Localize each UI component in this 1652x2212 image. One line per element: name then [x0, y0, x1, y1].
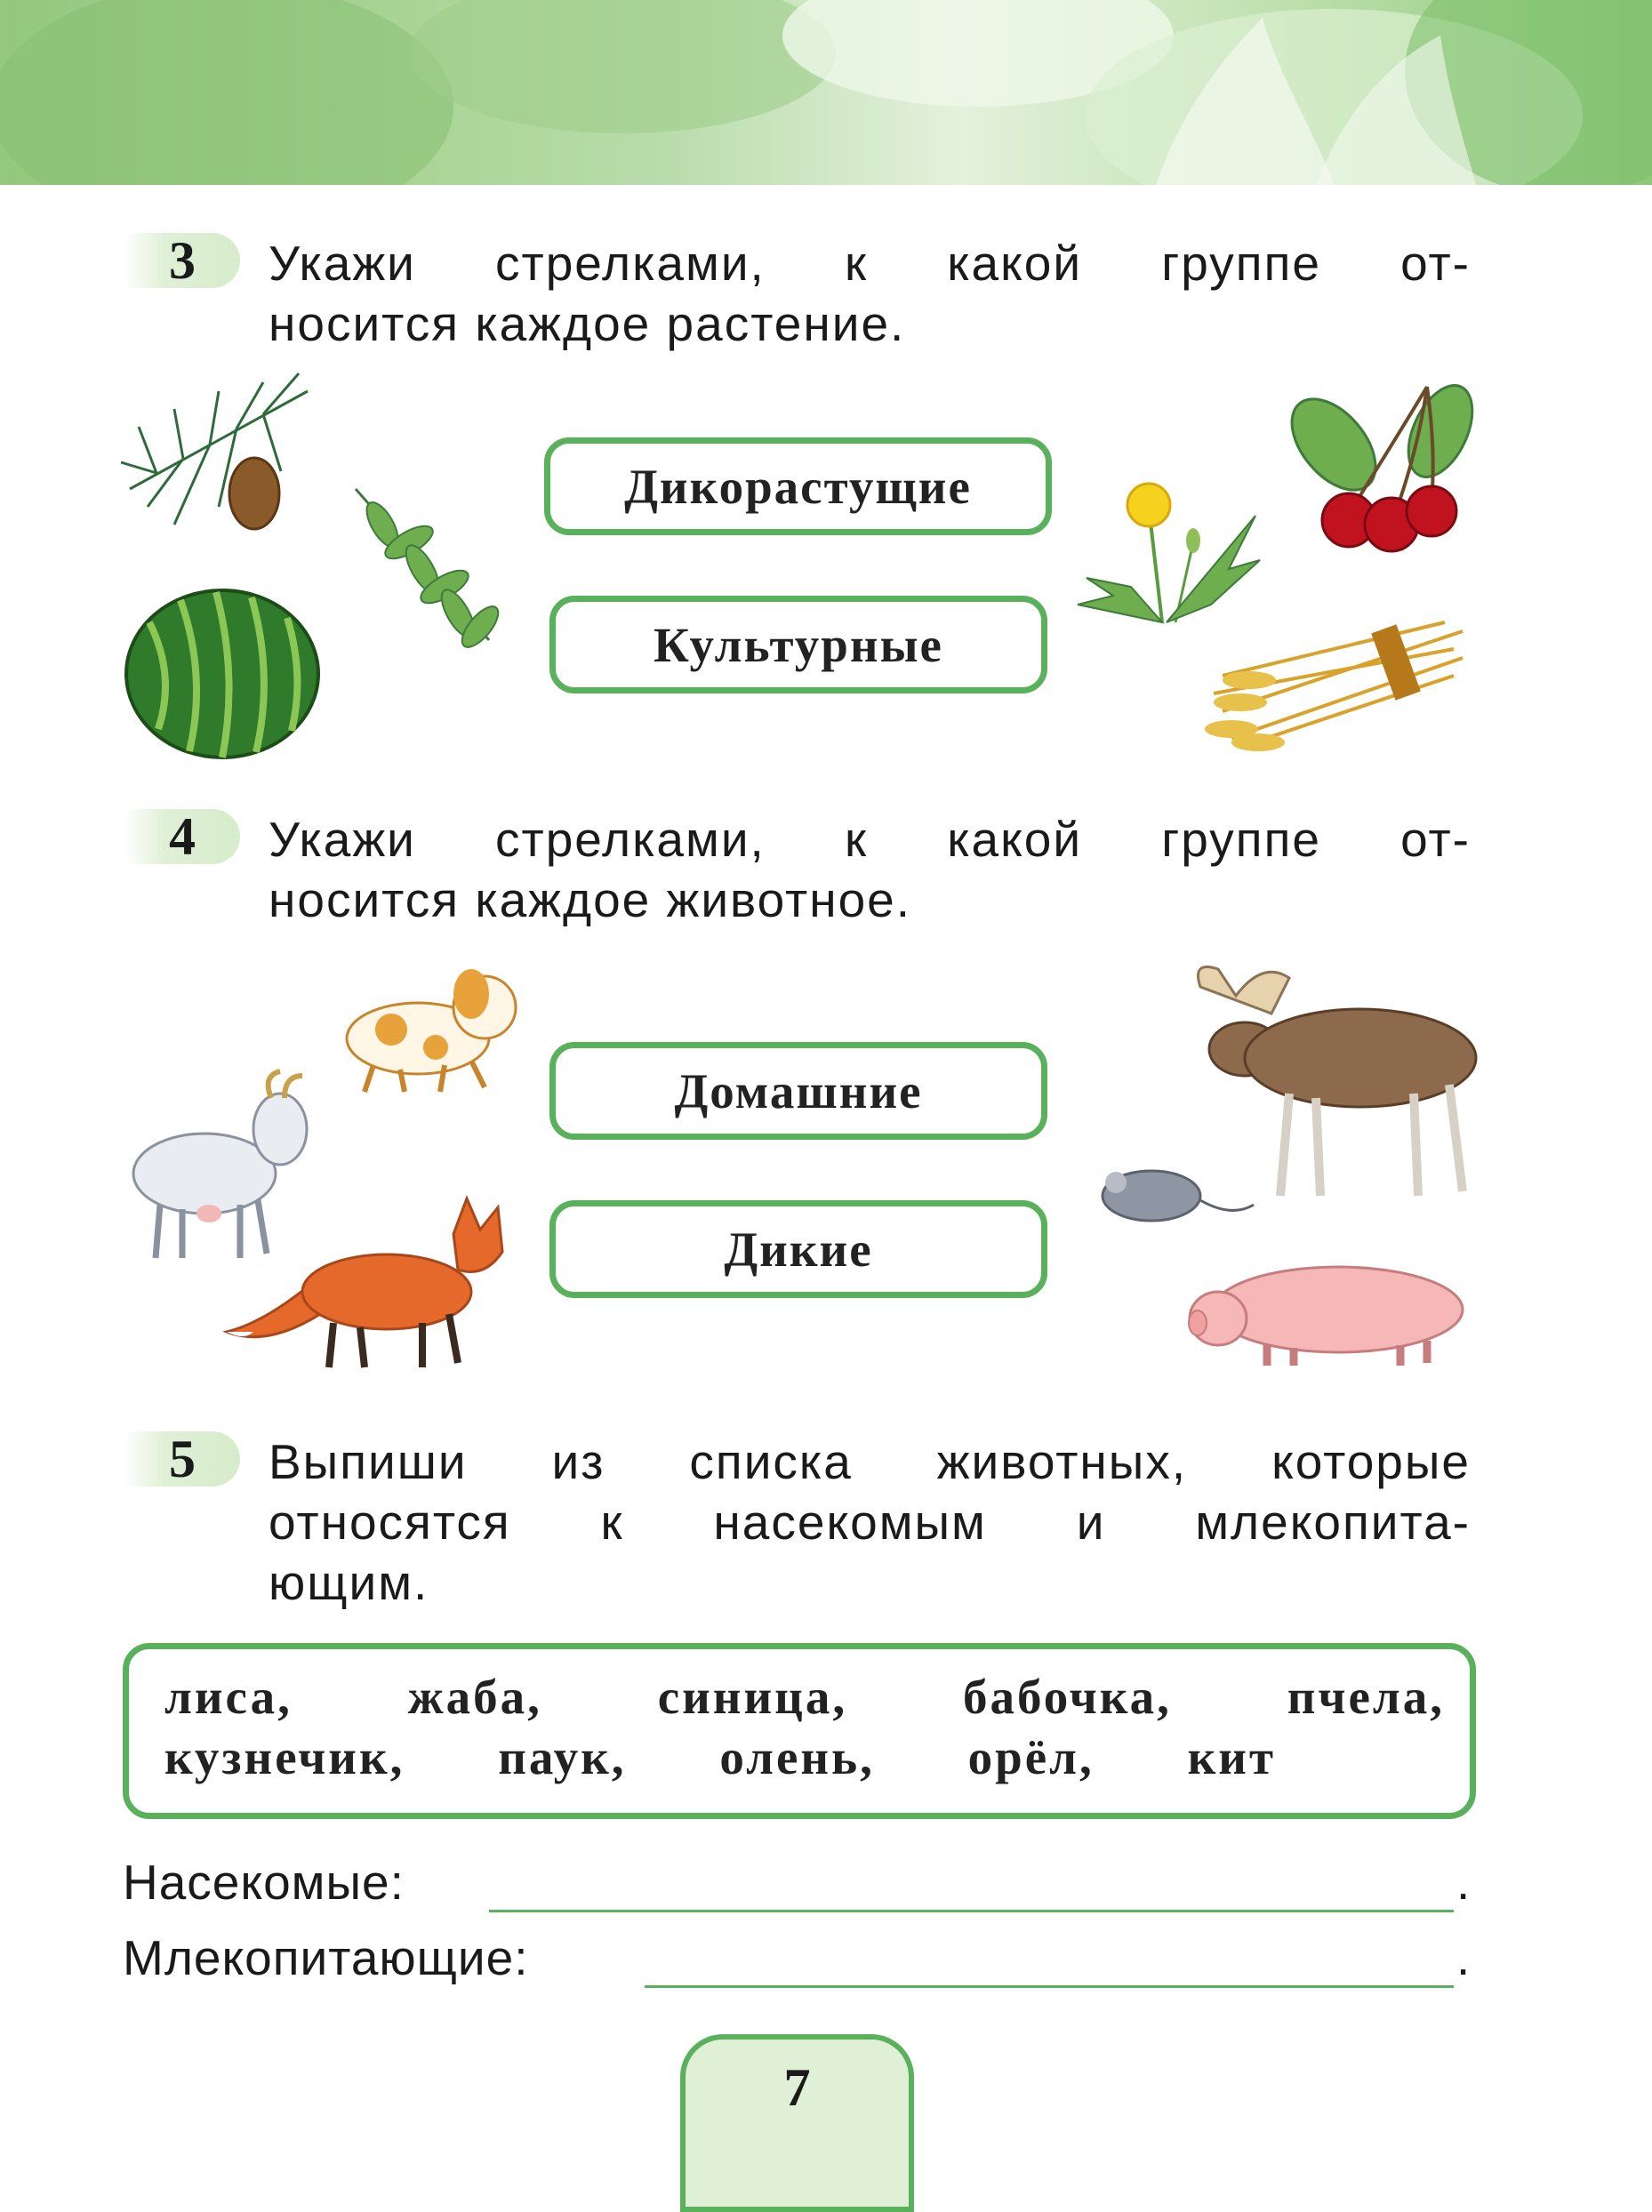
watermelon-icon [123, 587, 323, 760]
fox-icon [218, 1198, 529, 1372]
wheat-sheaf-icon [1205, 605, 1472, 756]
task-4-number: 4 [124, 809, 240, 864]
group-domestic-animals-box: Домашние [549, 1042, 1047, 1140]
task-5-text-line-1: Выпиши из списка животных, которые [269, 1434, 1471, 1489]
word-item: кузнечик, [164, 1730, 405, 1784]
task-3-text-line-2: носится каждое растение. [269, 296, 906, 351]
mammals-answer-line[interactable] [645, 1985, 1454, 1988]
word-item: орёл, [967, 1730, 1095, 1784]
group-wild-animals-box: Дикие [549, 1200, 1047, 1298]
task-4-text-line-1: Укажи стрелками, к какой группе от- [269, 812, 1471, 867]
word-item: жаба, [407, 1670, 542, 1724]
word-list-line-2 [164, 1729, 1276, 1785]
mammals-label: Млекопитающие: [123, 1930, 529, 1985]
task-5-text-line-3: ющим. [269, 1555, 429, 1610]
pig-icon [1187, 1261, 1476, 1367]
task-5-number: 5 [124, 1431, 240, 1487]
puppy-icon [320, 958, 533, 1092]
group-wild-plants-box: Дикорастущие [544, 437, 1052, 535]
task-4-text-line-2: носится каждое животное. [269, 872, 912, 927]
word-item: лиса, [164, 1670, 293, 1724]
word-item: бабочка, [962, 1670, 1172, 1724]
word-item: паук, [498, 1730, 627, 1784]
word-item: пчела, [1287, 1670, 1445, 1724]
insects-answer-line[interactable] [489, 1910, 1454, 1912]
group-cultivated-plants-box: Культурные [549, 596, 1047, 693]
cherries-icon [1294, 378, 1480, 556]
word-list-line-1 [164, 1669, 1445, 1725]
task-5-text-line-2: относятся к насекомым и млекопита- [269, 1495, 1471, 1550]
ash-leaf-icon [338, 480, 498, 649]
word-item: синица, [657, 1670, 848, 1724]
header-banner [0, 0, 1652, 185]
word-item: олень, [719, 1730, 875, 1784]
pine-branch-icon [121, 373, 325, 542]
word-item: кит [1187, 1730, 1276, 1784]
task-3-text-line-1: Укажи стрелками, к какой группе от- [269, 236, 1471, 291]
mammals-period: . [1456, 1930, 1472, 1985]
insects-label: Насекомые: [123, 1855, 405, 1910]
page-number: 7 [783, 2058, 811, 2117]
nature-photo-banner-icon [0, 0, 1652, 185]
animal-word-list-box [123, 1643, 1476, 1819]
mouse-icon [1089, 1156, 1254, 1227]
page-number-tab [680, 2034, 914, 2212]
insects-period: . [1456, 1855, 1472, 1910]
task-3-number: 3 [124, 233, 240, 288]
